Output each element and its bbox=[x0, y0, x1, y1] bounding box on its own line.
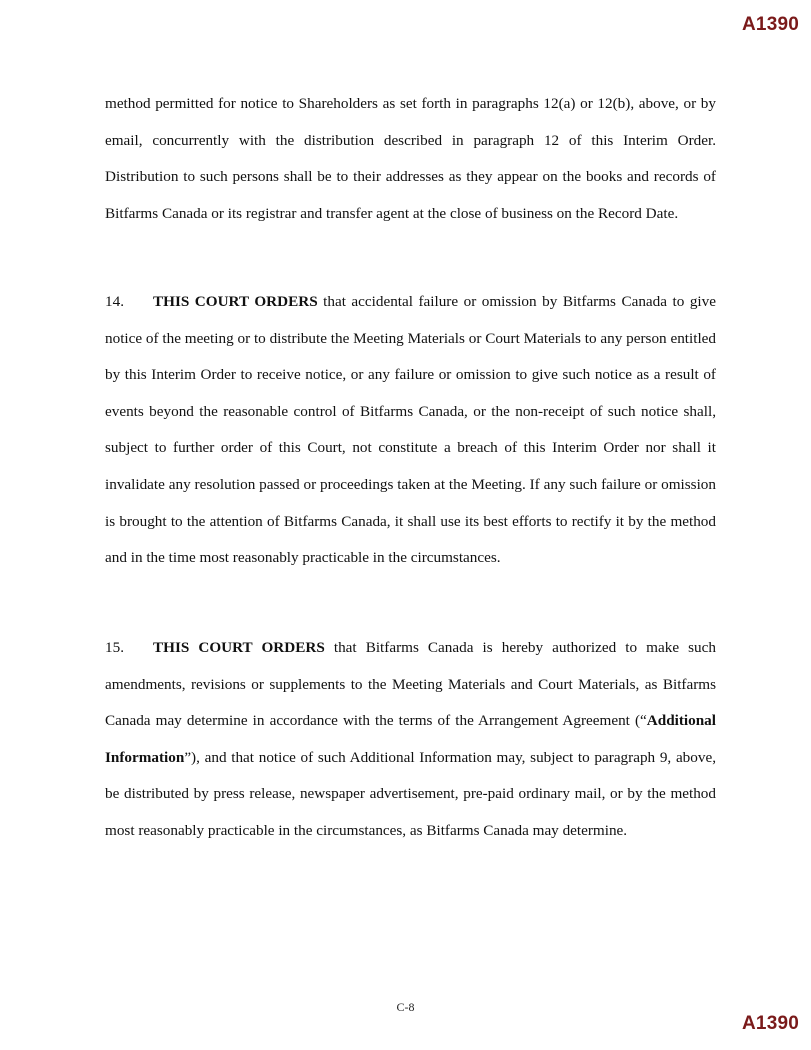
paragraph-13-text: method permitted for notice to Shareholders as set forth in paragraphs 12(a) or 12(b), above, or by email, concurrently with the distribution described in paragraph 12 of this Interim Order. Distribution to such persons shall be to their addresses as they appear on the books and records of Bitfarms Canada or its registrar and transfer agent at the close of business on the Record Date. bbox=[105, 95, 716, 222]
paragraph-14-text: that accidental failure or omission by Bitfarms Canada to give notice of the meeting or to distribute the Meeting Materials or Court Materials to any person entitled by this Interim Order to receive notice, or any failure or omission to give such notice as a result of events beyond the reasonable control of Bitfarms Canada, or the non-receipt of such notice shall, subject to further order of this Court, not constitute a breach of this Interim Order nor shall it invalidate any resolution passed or proceedings taken at the Meeting. If any such failure or omission is brought to the attention of Bitfarms Canada, it shall use its best efforts to rectify it by the method and in the time most reasonably practicable in the circumstances. bbox=[105, 293, 716, 567]
paragraph-15-defined-term: Additional Information bbox=[105, 712, 716, 766]
paragraph-13-continued bbox=[105, 86, 716, 232]
paragraph-15-number: 15. bbox=[105, 639, 124, 656]
paragraph-15-lead: THIS COURT ORDERS bbox=[153, 639, 325, 656]
page-number: C-8 bbox=[396, 1000, 415, 1014]
paragraph-14 bbox=[105, 284, 716, 577]
paragraph-15 bbox=[105, 630, 716, 850]
paragraph-14-lead: THIS COURT ORDERS bbox=[153, 293, 318, 310]
paragraph-15-text-b: ”), and that notice of such Additional Information may, subject to paragraph 9, above, be distributed by press release, newspaper advertisement, pre-paid ordinary mail, or by the method most reasonably practicable in the circumstances, as Bitfarms Canada may determine. bbox=[105, 748, 716, 839]
paragraph-15-text-a: that Bitfarms Canada is hereby authorized to make such amendments, revisions or supplements to the Meeting Materials and Court Materials, as Bitfarms Canada may determine in accordance with the terms of the Arrangement Agreement (“ bbox=[105, 639, 716, 730]
exhibit-stamp-bottom: A1390 bbox=[742, 1013, 799, 1034]
paragraph-14-number: 14. bbox=[105, 293, 124, 310]
paragraph-15-body bbox=[105, 630, 716, 850]
paragraph-14-body bbox=[105, 284, 716, 577]
exhibit-stamp-top: A1390 bbox=[742, 14, 799, 35]
